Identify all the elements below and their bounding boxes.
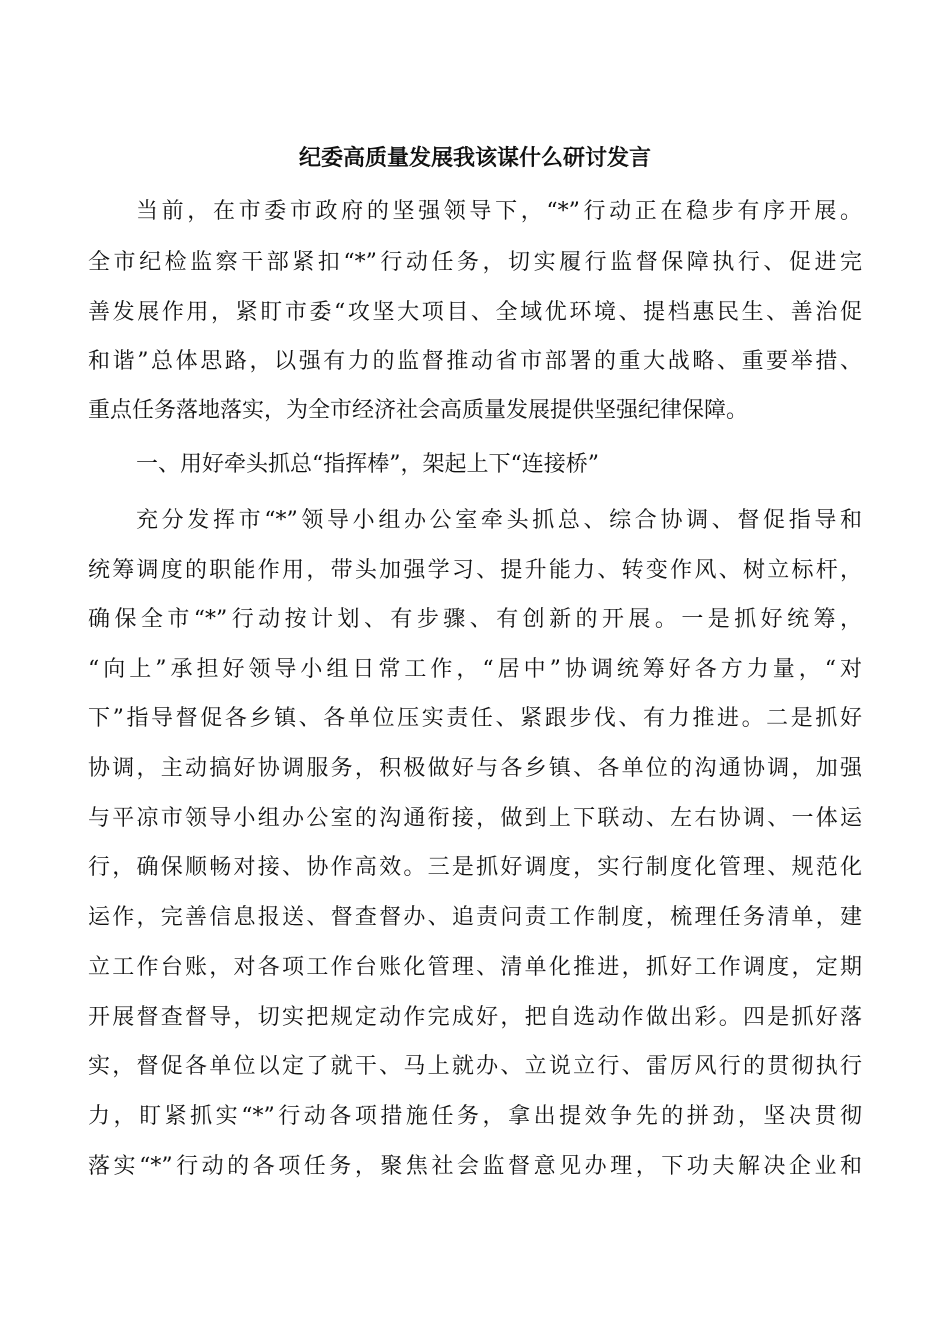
paragraph-line: 当前，在市委市政府的坚强领导下，“*”行动正在稳步有序开展。 (136, 199, 862, 224)
paragraph-line: 确保全市“*”行动按计划、有步骤、有创新的开展。一是抓好统筹， (88, 607, 862, 632)
paragraph-line: 立工作台账，对各项工作台账化管理、清单化推进，抓好工作调度，定期 (88, 955, 862, 980)
paragraph-line: 落实“*”行动的各项任务，聚焦社会监督意见办理，下功夫解决企业和 (88, 1154, 862, 1179)
paragraph-line: 充分发挥市“*”领导小组办公室牵头抓总、综合协调、督促指导和 (136, 508, 862, 533)
paragraph-line: 开展督查督导，切实把规定动作完成好，把自选动作做出彩。四是抓好落 (88, 1005, 862, 1030)
paragraph-line: 和谐”总体思路，以强有力的监督推动省市部署的重大战略、重要举措、 (88, 349, 862, 374)
paragraph-line: 善发展作用，紧盯市委“攻坚大项目、全域优环境、提档惠民生、善治促 (88, 300, 862, 325)
paragraph-line: 重点任务落地落实，为全市经济社会高质量发展提供坚强纪律保障。 (88, 398, 749, 423)
paragraph-line: 行，确保顺畅对接、协作高效。三是抓好调度，实行制度化管理、规范化 (88, 855, 862, 880)
section-heading: 一、用好牵头抓总“指挥棒”，架起上下“连接桥” (136, 452, 599, 477)
paragraph-line: 统筹调度的职能作用，带头加强学习、提升能力、转变作风、树立标杆， (88, 558, 862, 583)
paragraph-line: “向上”承担好领导小组日常工作，“居中”协调统筹好各方力量，“对 (88, 657, 862, 682)
paragraph-line: 运作，完善信息报送、督查督办、追责问责工作制度，梳理任务清单，建 (88, 905, 862, 930)
paragraph-line: 下”指导督促各乡镇、各单位压实责任、紧跟步伐、有力推进。二是抓好 (88, 706, 862, 731)
paragraph-line: 力，盯紧抓实“*”行动各项措施任务，拿出提效争先的拼劲，坚决贯彻 (88, 1104, 862, 1129)
paragraph-line: 实，督促各单位以定了就干、马上就办、立说立行、雷厉风行的贯彻执行 (88, 1054, 862, 1079)
paragraph-line: 与平凉市领导小组办公室的沟通衔接，做到上下联动、左右协调、一体运 (88, 806, 862, 831)
paragraph-line: 协调，主动搞好协调服务，积极做好与各乡镇、各单位的沟通协调，加强 (88, 756, 862, 781)
document-title: 纪委高质量发展我该谋什么研讨发言 (298, 145, 651, 171)
paragraph-line: 全市纪检监察干部紧扣“*”行动任务，切实履行监督保障执行、促进完 (88, 250, 862, 275)
